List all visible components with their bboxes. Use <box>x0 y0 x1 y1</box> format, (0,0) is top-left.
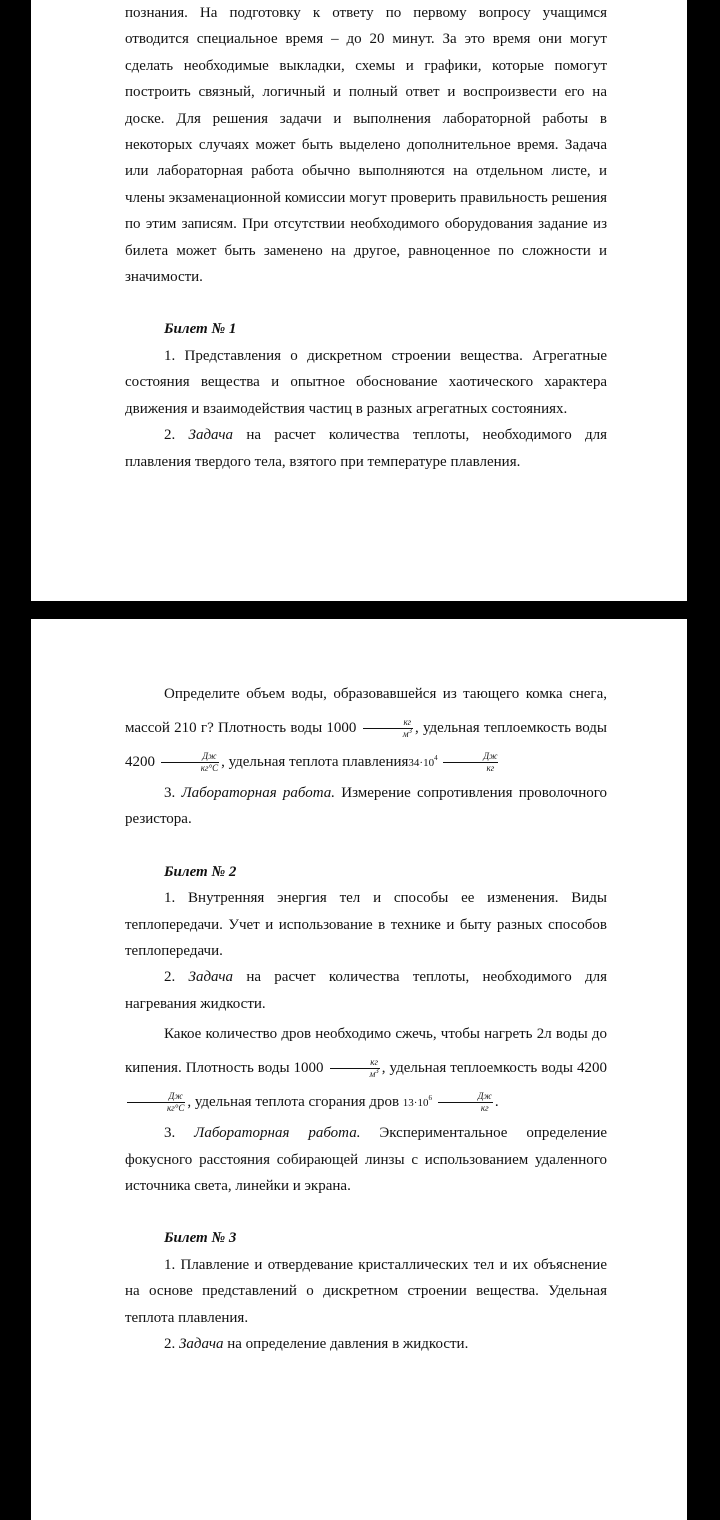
ticket-2-question-2: 2. Задача на расчет количества теплоты, необходимого для нагревания жидкости. <box>125 969 608 1012</box>
unit-density-fraction: $\frac{кг}{м^3}$ <box>363 717 413 740</box>
unit-density-fraction-2: $\frac{кг}{м^3}$ <box>330 1057 380 1080</box>
ticket-2-question-1: 1. Внутренняя энергия тел и способы ее изменения. Виды теплопередачи. Учет и использование в технике и быту разных способов теплопередачи. <box>125 890 607 960</box>
ticket-3-title: Билет № 3 <box>164 1230 237 1247</box>
document-page-2 <box>31 619 687 1520</box>
ticket-1-question-1: 1. Представления о дискретном строении вещества. Агрегатные состояния вещества и опытное обоснование хаотического характера движения и взаимодействия частиц в разных агрегатных состояниях. <box>125 347 607 417</box>
ticket-3-question-1: 1. Плавление и отвердевание кристаллических тел и их объяснение на основе представлений о дискретном строении вещества. Удельная теплота плавления. <box>125 1256 607 1326</box>
ticket-1-title: Билет № 1 <box>164 321 237 338</box>
ticket-1-task-text: Определите объем воды, образовавшейся из тающего комка снега, массой 210 г? Плотность воды 1000 $\frac{кг}{м^3}$ , удельная теплоемкость воды 4200 $\frac{Дж}{кг^\circ С}$ , удельная теплота $плавления34\cdot 10^4$ $\frac{Дж}{кг}$ <box>125 686 608 774</box>
ticket-1-question-2: 2. Задача на расчет количества теплоты, необходимого для плавления твердого тела, взятого при температуре плавления. <box>125 427 608 470</box>
ticket-2-title: Билет № 2 <box>164 863 237 880</box>
ticket-3-question-2: 2. Задача на определение давления в жидкости. <box>164 1336 469 1353</box>
unit-heat-capacity-fraction-2: $\frac{Дж}{кг^\circ С}$ <box>127 1091 185 1114</box>
intro-paragraph: познания. На подготовку к ответу по первому вопросу учащимся отводится специальное время – до 20 минут. За это время они могут сделать необходимые выкладки, схемы и графики, которые помогут построить связный, логичный и полный ответ и воспроизвести его на доске. Для решения задачи и выполнения лабораторной работы в некоторых случаях может быть выделено дополнительное время. Задача или лабораторная работа обычно выполняются на отдельном листе, и члены экзаменационной комиссии могут проверить правильность решения по этим записям. При отсутствии необходимого оборудования задание из билета может быть заменено на другое, равноценное по сложности и значимости. <box>125 5 607 286</box>
ticket-2-question-3: 3. Лабораторная работа. Экспериментальное определение фокусного расстояния собирающей линзы с использованием удаленного источника света, линейки и экрана. <box>125 1125 607 1195</box>
unit-combustion-heat-fraction: $\frac{Дж}{кг}$ <box>438 1091 493 1114</box>
ticket-2-task-text: Какое количество дров необходимо сжечь, чтобы нагреть 2л воды до кипения. Плотность воды 1000 $\frac{кг}{м^3}$ , удельная теплоемкость воды 4200 $\frac{Дж}{кг^\circ С}$ , удельная теплота сгорания дров $13\cdot 10^6$ $\frac{Дж}{кг}$ . <box>125 1026 607 1114</box>
ticket-1-question-3: 3. Лабораторная работа. Измерение сопротивления проволочного резистора. <box>125 785 608 828</box>
unit-heat-capacity-fraction: $\frac{Дж}{кг^\circ С}$ <box>161 751 219 774</box>
document-page-1 <box>31 0 687 601</box>
unit-latent-heat-fraction: $\frac{Дж}{кг}$ <box>443 751 498 774</box>
